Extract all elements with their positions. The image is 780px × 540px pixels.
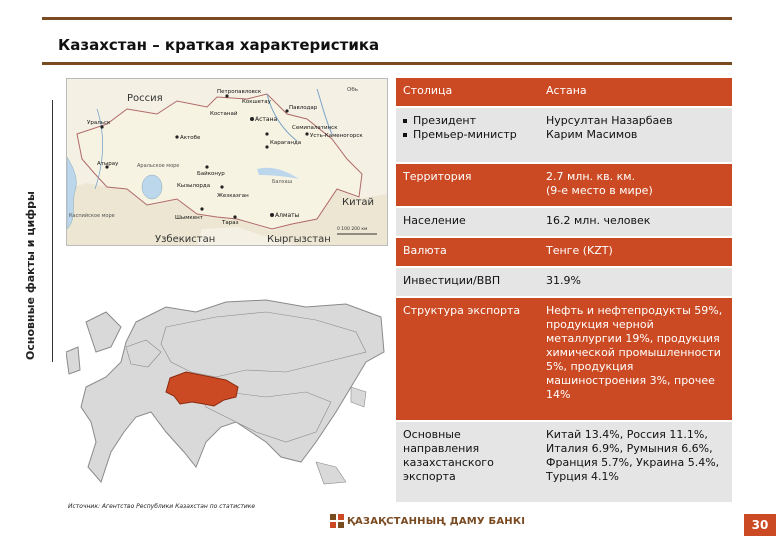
bank-logo <box>330 514 525 528</box>
row-territory <box>396 163 732 207</box>
row-investment-value: 31.9% <box>539 267 732 297</box>
label-aral: Аральское море <box>137 163 180 169</box>
row-population-key: Население <box>396 207 539 237</box>
leaders-key-pm: Премьер-министр <box>403 128 531 142</box>
label-aktobe: Актобе <box>180 135 201 141</box>
leaders-value-pm: Карим Масимов <box>546 128 638 141</box>
label-astana: Астана <box>255 116 278 123</box>
eurasia-locator-map <box>66 292 386 492</box>
label-ust: Усть-Каменогорск <box>310 133 363 139</box>
label-karaganda: Караганда <box>270 140 302 146</box>
label-shymkent: Шымкент <box>175 215 203 221</box>
row-currency-key: Валюта <box>396 237 539 267</box>
bank-logo-icon <box>330 514 344 528</box>
label-kokshetau: Кокшетау <box>242 99 271 105</box>
leaders-key-president: Президент <box>403 114 531 128</box>
page-title: Казахстан – краткая характеристика <box>58 36 380 54</box>
top-rule <box>42 17 732 20</box>
row-investment <box>396 267 732 297</box>
row-territory-key: Территория <box>396 163 539 207</box>
label-pavlodar: Павлодар <box>289 105 318 111</box>
side-rule <box>52 100 53 362</box>
label-kyzylorda: Кызылорда <box>177 183 211 189</box>
source-note: Источник: Агентство Республики Казахстан по статистике <box>68 503 256 510</box>
row-export-destinations-key: Основные направления казахстанского экспорта <box>396 421 539 503</box>
row-export-destinations <box>396 421 732 503</box>
label-semey: Семипалатинск <box>292 125 338 131</box>
label-caspian: Каспийское море <box>69 213 115 219</box>
row-export-destinations-value: Китай 13.4%, Россия 11.1%, Италия 6.9%, Румыния 6.6%, Франция 5.7%, Украина 5.4%, Турция 4.1% <box>539 421 732 503</box>
label-kyrgyzstan: Кыргызстан <box>267 234 331 245</box>
row-capital-value: Астана <box>539 78 732 107</box>
row-population-value: 16.2 млн. человек <box>539 207 732 237</box>
row-leaders-value <box>539 107 732 163</box>
row-capital <box>396 78 732 107</box>
row-export-structure-value: Нефть и нефтепродукты 59%, продукция черной металлургии 19%, продукция химической промышленности 5%, продукция машиностроения 3%, прочее 14% <box>539 297 732 421</box>
territory-value-line2: (9-е место в мире) <box>546 184 653 197</box>
row-leaders-key <box>396 107 539 163</box>
bank-logo-text: ҚАЗАҚСТАННЫҢ ДАМУ БАНКІ <box>347 515 526 527</box>
label-ob: Обь <box>347 87 358 93</box>
label-taraz: Тараз <box>222 220 239 226</box>
label-atyrau: Атырау <box>97 161 119 167</box>
label-petropavl: Петропавловск <box>217 89 262 95</box>
label-balkhash: Балхаш <box>272 179 293 185</box>
row-export-structure <box>396 297 732 421</box>
territory-value-line1: 2.7 млн. кв. км. <box>546 170 636 183</box>
side-label: Основные факты и цифры <box>24 191 37 360</box>
label-kostanay: Костанай <box>210 111 238 117</box>
row-currency-value: Тенге (KZT) <box>539 237 732 267</box>
leaders-value-president: Нурсултан Назарбаев <box>546 114 673 127</box>
label-uzbekistan: Узбекистан <box>155 234 216 245</box>
row-currency <box>396 237 732 267</box>
row-population <box>396 207 732 237</box>
label-baikonur: Байконур <box>197 171 225 177</box>
facts-table <box>396 78 732 504</box>
kazakhstan-map <box>66 78 388 246</box>
label-scale: 0 100 200 км <box>337 227 368 232</box>
row-leaders <box>396 107 732 163</box>
label-almaty: Алматы <box>275 212 300 219</box>
row-capital-key: Столица <box>396 78 539 107</box>
label-uralsk: Уральск <box>87 120 111 126</box>
page-number: 30 <box>744 514 776 536</box>
label-russia: Россия <box>127 93 163 104</box>
row-export-structure-key: Структура экспорта <box>396 297 539 421</box>
label-china: Китай <box>342 197 375 208</box>
row-territory-value <box>539 163 732 207</box>
title-rule <box>42 62 732 65</box>
row-investment-key: Инвестиции/ВВП <box>396 267 539 297</box>
label-zhezkazgan: Жезказган <box>217 193 249 199</box>
